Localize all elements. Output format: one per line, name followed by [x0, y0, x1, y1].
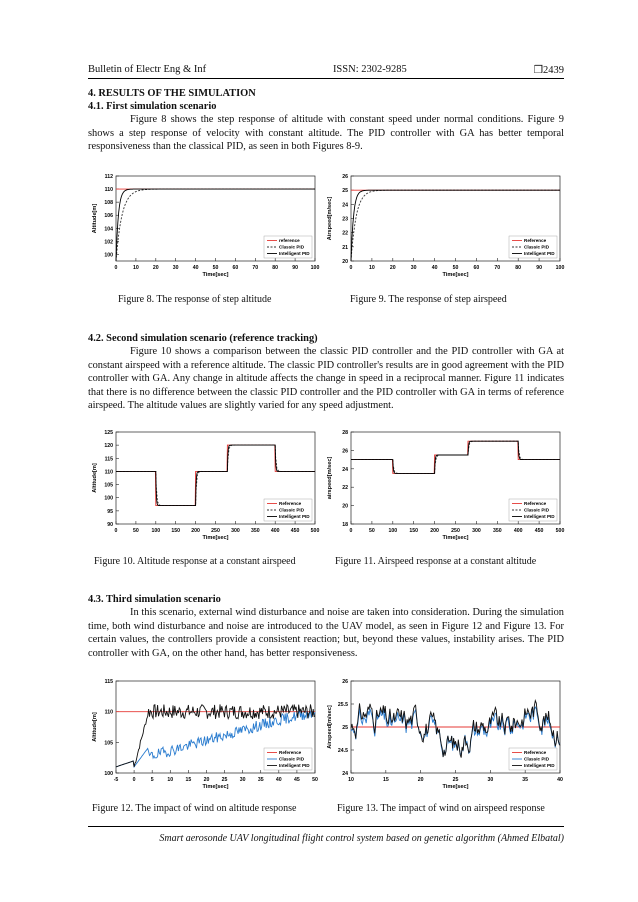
x-tick-label: 0	[132, 777, 136, 783]
x-axis-label: Time[sec]	[442, 784, 469, 790]
subsection-1-title: 4.1. First simulation scenario	[88, 101, 217, 112]
x-tick-label: 30	[172, 265, 179, 271]
x-tick-label: 100	[388, 528, 398, 534]
x-tick-label: 70	[252, 265, 259, 271]
legend-label: reference	[279, 238, 300, 243]
x-tick-label: 70	[494, 265, 501, 271]
x-tick-label: 0	[114, 528, 118, 534]
legend-label: Classic PID	[279, 244, 305, 250]
y-tick-label: 24	[342, 466, 348, 473]
subsection-3-text: In this scenario, external wind disturbance and noise are taken into consideration. During the simulation time, both wind disturbance and noise are introduced to the UAV model, as seen in Figure 12 and Figure 13. For certain values, the controllers provide a consistent reaction; but, beyond these values, instability arises. The PID controller with GA, on the other hand, has better responsiveness.	[88, 607, 564, 659]
x-tick-label: 45	[294, 777, 300, 783]
y-tick-label: 25.5	[337, 702, 348, 708]
x-tick-label: 50	[133, 528, 139, 534]
x-tick-label: 15	[382, 777, 389, 783]
y-tick-label: 18	[342, 522, 348, 528]
x-tick-label: 400	[513, 528, 523, 534]
y-axis-label: Altitude[m]	[92, 712, 98, 742]
y-tick-label: 100	[104, 771, 113, 777]
x-axis-label: Time[sec]	[202, 784, 229, 790]
x-tick-label: 300	[231, 528, 240, 534]
x-tick-label: 90	[292, 265, 298, 271]
x-tick-label: 15	[185, 777, 192, 783]
x-tick-label: 50	[312, 777, 318, 783]
y-tick-label: 110	[104, 709, 113, 716]
y-axis-label: Altitude[m]	[92, 463, 98, 493]
x-tick-label: 250	[211, 528, 220, 534]
y-tick-label: 106	[104, 213, 113, 220]
x-tick-label: 20	[152, 265, 159, 271]
figure-11-caption: Figure 11. Airspeed response at a constant altitude	[335, 556, 537, 567]
y-tick-label: 25	[342, 188, 348, 195]
x-tick-label: 10	[133, 265, 139, 271]
figure-12-caption: Figure 12. The impact of wind on altitude response	[92, 803, 297, 814]
x-tick-label: 450	[534, 528, 544, 534]
y-tick-label: 24	[342, 771, 348, 777]
figure-12-chart	[88, 673, 323, 795]
subsection-1-text: Figure 8 shows the step response of altitude with constant speed under normal conditions. Figure 9 shows a step response of velocity with constant altitude. The PID controller with GA has better temporal responsiveness than the classical PID, as seen in both Figures 8-9.	[88, 114, 564, 153]
x-axis-label: Time[sec]	[442, 535, 469, 541]
x-tick-label: 80	[515, 265, 522, 271]
x-tick-label: 50	[369, 528, 375, 534]
x-axis-label: Time[sec]	[202, 535, 229, 541]
x-tick-label: 20	[417, 777, 424, 783]
legend-label: Reference	[524, 501, 547, 506]
legend-label: Intelligent PID	[524, 763, 555, 768]
legend-label: Classic PID	[279, 756, 305, 762]
x-tick-label: 25	[452, 777, 459, 783]
x-tick-label: 40	[431, 265, 438, 271]
y-tick-label: 25	[342, 725, 348, 731]
x-tick-label: 60	[232, 265, 239, 271]
figure-11-chart	[323, 424, 568, 546]
x-tick-label: 35	[257, 777, 264, 783]
y-tick-label: 115	[104, 679, 113, 685]
y-tick-label: 28	[342, 430, 348, 436]
x-tick-label: 10	[369, 265, 375, 271]
x-tick-label: 400	[270, 528, 280, 534]
y-axis-label: Altitude[m]	[92, 203, 98, 234]
x-tick-label: 30	[239, 777, 246, 783]
footer-text: Smart aerosonde UAV longitudinal flight control system based on genetic algorithm (Ahmed Elbatal)	[159, 833, 564, 844]
x-tick-label: 30	[487, 777, 494, 783]
subsection-3-title: 4.3. Third simulation scenario	[88, 594, 221, 605]
subsection-2-title: 4.2. Second simulation scenario (reference tracking)	[88, 333, 318, 344]
x-tick-label: 200	[191, 528, 200, 534]
y-tick-label: 105	[104, 740, 113, 747]
x-tick-label: 40	[275, 777, 282, 783]
x-tick-label: 40	[192, 265, 199, 271]
y-tick-label: 100	[104, 252, 113, 259]
x-tick-label: 200	[430, 528, 439, 534]
issn: ISSN: 2302-9285	[332, 64, 407, 75]
y-tick-label: 100	[104, 495, 113, 502]
legend-label: Reference	[524, 750, 547, 755]
x-tick-label: 0	[349, 265, 353, 271]
figure-13-chart	[323, 673, 568, 795]
legend-label: Intelligent PID	[279, 251, 310, 256]
figure-10-caption: Figure 10. Altitude response at a constant airspeed	[94, 556, 296, 567]
figure-13-caption: Figure 13. The impact of wind on airspeed response	[337, 803, 545, 814]
x-tick-label: 100	[310, 265, 320, 271]
y-axis-label: Airspeed[m/sec]	[327, 196, 333, 241]
x-tick-label: 350	[250, 528, 260, 534]
x-tick-label: 250	[451, 528, 460, 534]
y-tick-label: 26	[342, 679, 348, 685]
figure-8-chart	[88, 168, 323, 283]
y-tick-label: 21	[342, 244, 348, 251]
y-tick-label: 26	[342, 448, 348, 455]
x-tick-label: 10	[348, 777, 354, 783]
x-tick-label: 150	[409, 528, 419, 534]
x-tick-label: 20	[203, 777, 210, 783]
y-tick-label: 110	[104, 187, 113, 194]
y-tick-label: 24	[342, 202, 348, 209]
y-tick-label: 95	[107, 508, 113, 515]
x-tick-label: -5	[113, 777, 119, 783]
x-tick-label: 500	[310, 528, 320, 534]
x-tick-label: 500	[555, 528, 565, 534]
x-tick-label: 100	[555, 265, 565, 271]
x-tick-label: 40	[557, 777, 563, 783]
legend-label: Intelligent PID	[524, 251, 555, 256]
y-tick-label: 24.5	[337, 748, 348, 754]
y-tick-label: 26	[342, 174, 348, 180]
legend-label: Classic PID	[524, 244, 550, 250]
x-tick-label: 300	[472, 528, 481, 534]
x-tick-label: 90	[536, 265, 542, 271]
x-tick-label: 50	[212, 265, 219, 271]
y-tick-label: 108	[104, 200, 113, 207]
figure-10-chart	[88, 424, 323, 546]
x-tick-label: 5	[150, 777, 154, 783]
x-tick-label: 10	[167, 777, 174, 783]
legend-label: Reference	[524, 238, 547, 243]
x-tick-label: 20	[389, 265, 396, 271]
page-header	[88, 64, 564, 76]
x-tick-label: 350	[492, 528, 502, 534]
x-tick-label: 100	[151, 528, 161, 534]
legend-label: Intelligent PID	[279, 514, 310, 519]
figure-9-caption: Figure 9. The response of step airspeed	[350, 294, 507, 305]
y-tick-label: 120	[104, 443, 113, 450]
y-tick-label: 90	[107, 522, 113, 528]
legend-label: Reference	[279, 750, 302, 755]
footer-rule	[88, 826, 564, 827]
figure-8-caption: Figure 8. The response of step altitude	[118, 294, 272, 305]
y-tick-label: 22	[342, 485, 348, 492]
x-axis-label: Time[sec]	[442, 272, 469, 278]
y-tick-label: 110	[104, 469, 113, 476]
x-tick-label: 0	[349, 528, 353, 534]
y-tick-label: 105	[104, 482, 113, 489]
section-title: 4. RESULTS OF THE SIMULATION	[88, 88, 256, 99]
y-tick-label: 115	[104, 456, 113, 463]
y-tick-label: 20	[342, 259, 348, 265]
legend-label: Intelligent PID	[279, 763, 310, 768]
x-axis-label: Time[sec]	[202, 272, 229, 278]
y-tick-label: 22	[342, 230, 348, 237]
y-axis-label: Airspeed[m/sec]	[327, 705, 333, 749]
x-tick-label: 50	[452, 265, 459, 271]
y-tick-label: 112	[104, 174, 113, 180]
x-tick-label: 80	[272, 265, 279, 271]
journal-name: Bulletin of Electr Eng & Inf	[88, 64, 207, 75]
x-tick-label: 450	[290, 528, 300, 534]
y-tick-label: 20	[342, 503, 348, 510]
legend-label: Intelligent PID	[524, 514, 555, 519]
legend-label: Classic PID	[279, 507, 305, 513]
x-tick-label: 60	[473, 265, 480, 271]
legend-label: Classic PID	[524, 507, 550, 513]
y-tick-label: 104	[104, 226, 113, 233]
y-tick-label: 23	[342, 216, 348, 223]
y-tick-label: 125	[104, 430, 113, 436]
y-tick-label: 102	[104, 239, 113, 246]
y-axis-label: airspeed[m/sec]	[327, 456, 333, 500]
x-tick-label: 0	[114, 265, 118, 271]
page-number: ❒2439	[533, 65, 564, 76]
x-tick-label: 25	[221, 777, 228, 783]
x-tick-label: 30	[410, 265, 417, 271]
x-tick-label: 150	[171, 528, 181, 534]
legend-label: Classic PID	[524, 756, 550, 762]
legend-label: Reference	[279, 501, 302, 506]
subsection-2-text: Figure 10 shows a comparison between the classic PID controller and the PID controller with GA at constant airspeed with a reference altitude. The classic PID controller's results are in good agreement with the PID controller with GA. Any change in altitude affects the change in speed in a reciprocal manner. Figure 11 indicates that there is no difference between the classic PID controller and the PID controller with GA in terms of reference airspeed. The altitude values are slightly varied for any speed adjustment.	[88, 346, 564, 412]
figure-9-chart	[323, 168, 568, 283]
x-tick-label: 35	[522, 777, 529, 783]
